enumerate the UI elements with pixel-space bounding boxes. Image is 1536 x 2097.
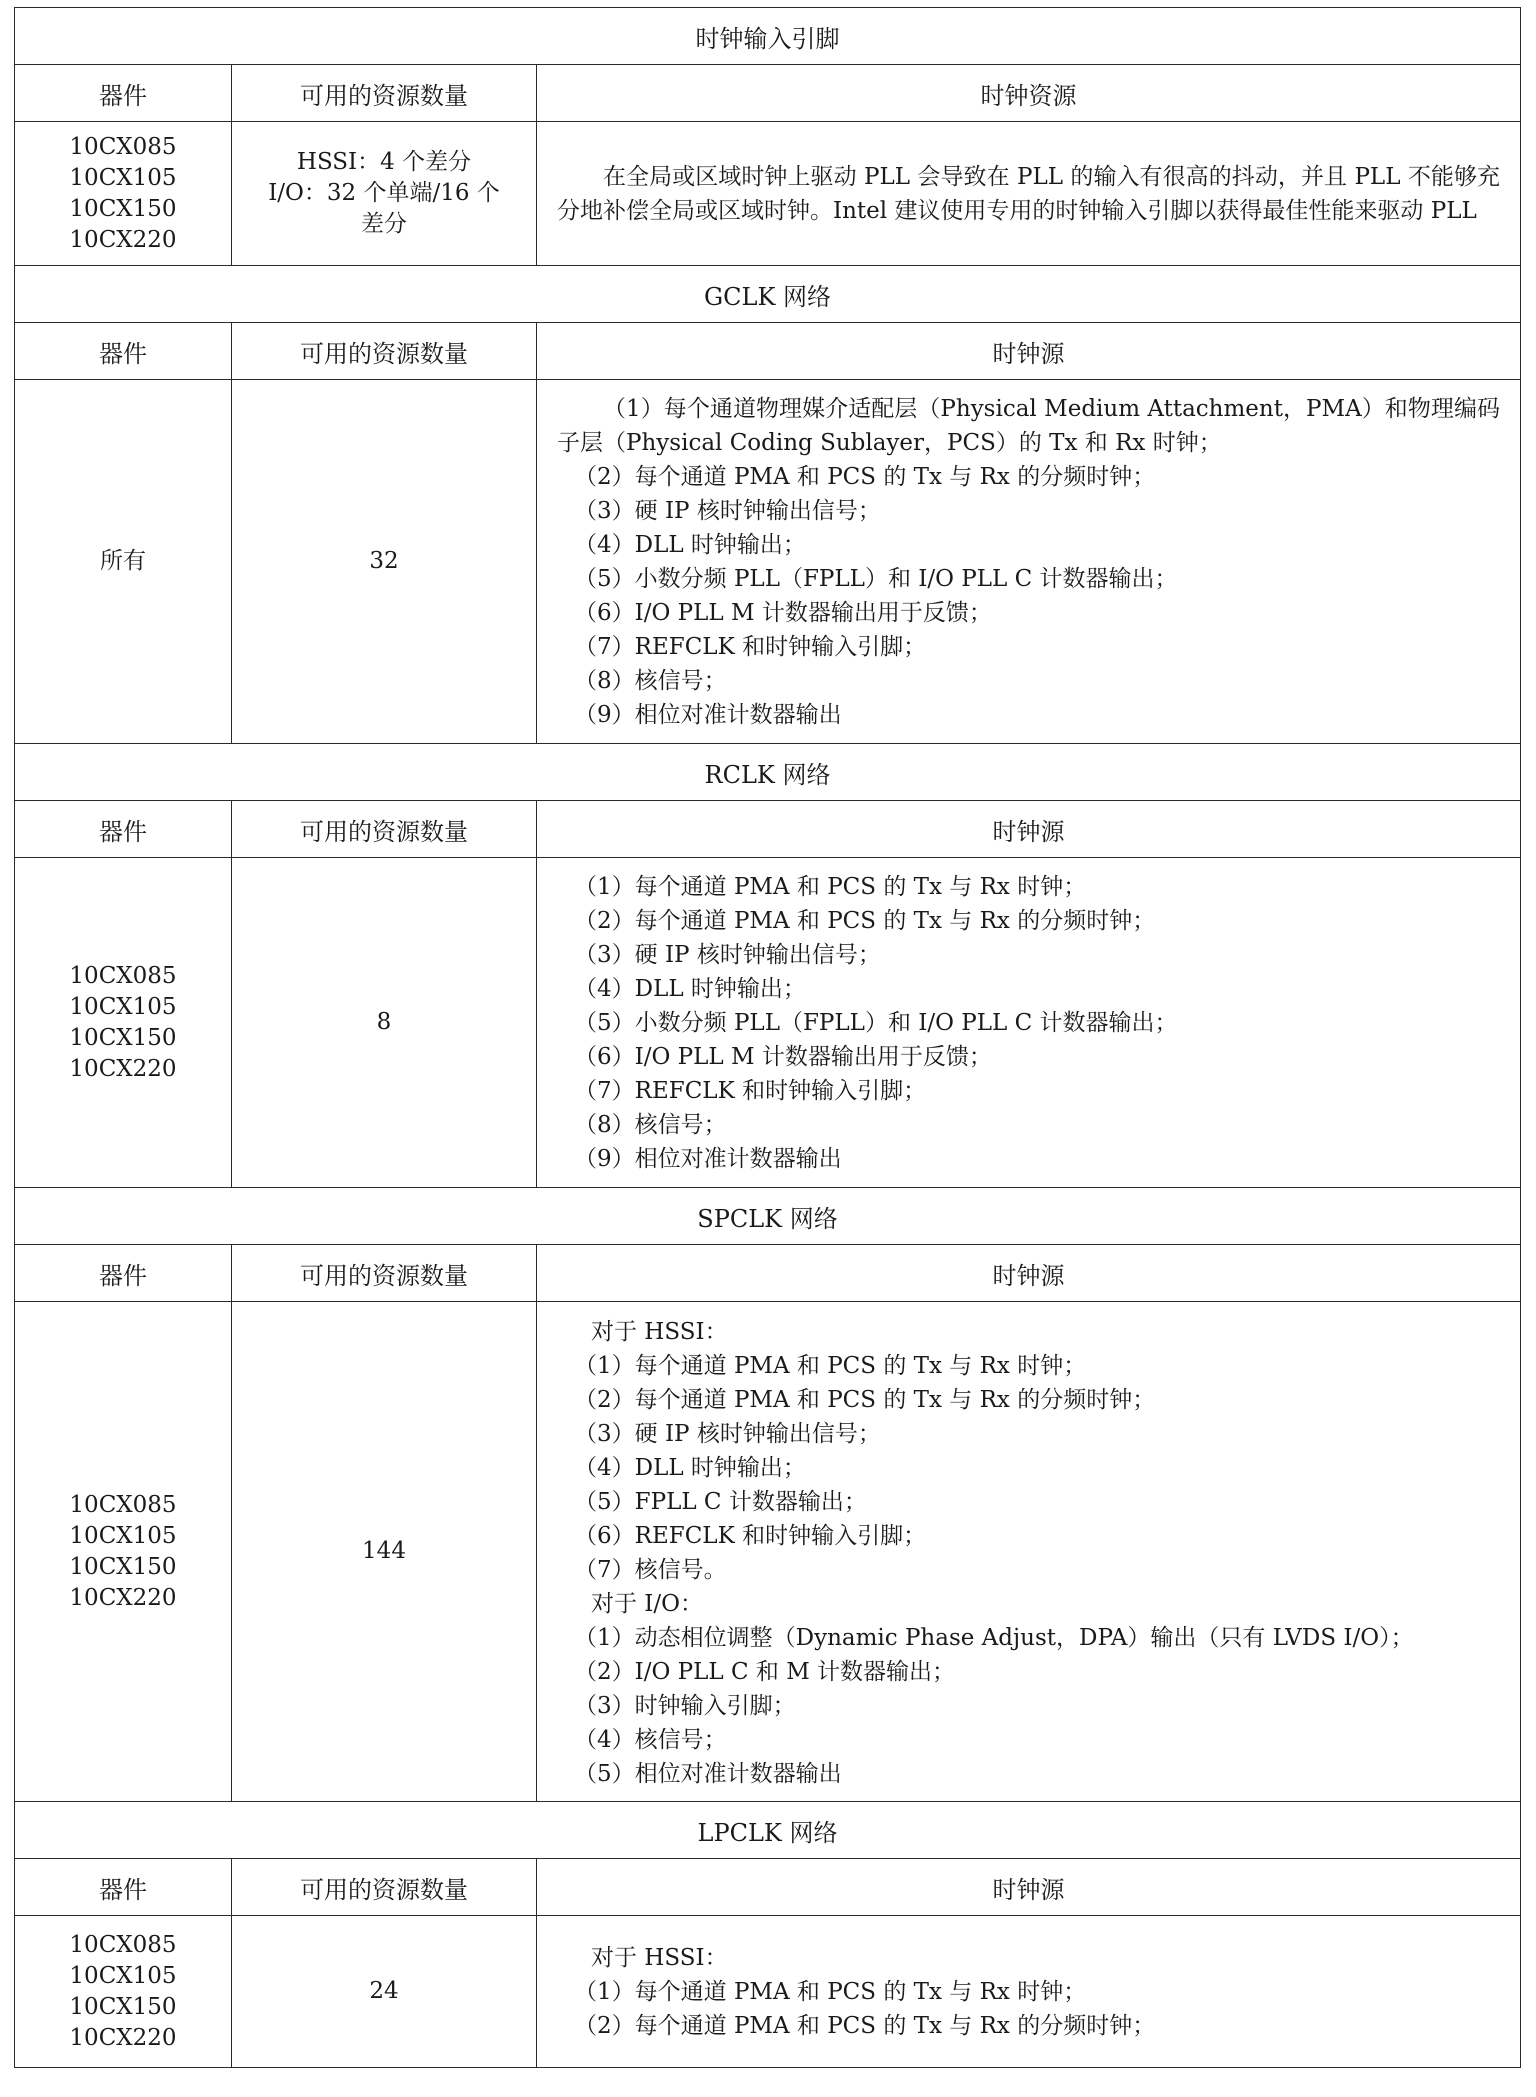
clock-source-line: （1）每个通道 PMA 和 PCS 的 Tx 与 Rx 时钟；: [574, 1978, 1087, 2005]
clock-source-line: （5）相位对准计数器输出: [574, 1760, 842, 1787]
device-name: 10CX220: [69, 1055, 177, 1082]
device-name: 10CX150: [69, 195, 177, 222]
header-count: 可用的资源数量: [232, 1859, 537, 1916]
header-count: 可用的资源数量: [232, 323, 537, 380]
header-source: 时钟源: [537, 1245, 1521, 1302]
clock-source-cell: [537, 380, 1521, 744]
header-device: 器件: [15, 1859, 232, 1916]
clock-source-line: （4）DLL 时钟输出；: [574, 1454, 806, 1481]
clock-source-cell: [537, 122, 1521, 266]
clock-source-heading: 对于 HSSI：: [591, 1318, 728, 1345]
device-name: 10CX105: [69, 1522, 177, 1549]
clock-source-line: （5）小数分频 PLL（FPLL）和 I/O PLL C 计数器输出；: [574, 1009, 1178, 1036]
clock-source-line: （3）硬 IP 核时钟输出信号；: [574, 1420, 881, 1447]
clock-source-line: （6）REFCLK 和时钟输入引脚；: [574, 1522, 927, 1549]
column-header-row: [15, 1245, 1521, 1302]
header-source: 时钟源: [537, 1859, 1521, 1916]
header-count: 可用的资源数量: [232, 1245, 537, 1302]
resource-count-cell: [232, 1916, 537, 2068]
clock-source-line: （2）每个通道 PMA 和 PCS 的 Tx 与 Rx 的分频时钟；: [574, 463, 1156, 490]
section-title-row: [15, 744, 1521, 801]
clock-source-line: （3）硬 IP 核时钟输出信号；: [574, 941, 881, 968]
resource-count-line: 8: [376, 1009, 392, 1035]
device-name: 所有: [100, 548, 146, 574]
section-title: LPCLK 网络: [15, 1802, 1521, 1859]
device-cell: [15, 122, 232, 266]
header-device: 器件: [15, 323, 232, 380]
section-title: GCLK 网络: [15, 266, 1521, 323]
clock-source-line: （4）DLL 时钟输出；: [574, 975, 806, 1002]
device-name: 10CX085: [69, 1931, 177, 1958]
clock-source-line: （2）I/O PLL C 和 M 计数器输出；: [574, 1658, 956, 1685]
clock-resources-table: [14, 7, 1521, 2068]
resource-count-line: 差分: [361, 211, 407, 237]
header-device: 器件: [15, 1245, 232, 1302]
clock-source-line: （2）每个通道 PMA 和 PCS 的 Tx 与 Rx 的分频时钟；: [574, 907, 1156, 934]
device-name: 10CX085: [69, 1491, 177, 1518]
device-name: 10CX220: [69, 2024, 177, 2051]
clock-source-line: （1）每个通道 PMA 和 PCS 的 Tx 与 Rx 时钟；: [574, 1352, 1087, 1379]
clock-source-line: （2）每个通道 PMA 和 PCS 的 Tx 与 Rx 的分频时钟；: [574, 2012, 1156, 2039]
clock-source-line: （6）I/O PLL M 计数器输出用于反馈；: [574, 1043, 992, 1070]
device-name: 10CX150: [69, 1993, 177, 2020]
clock-source-line: （5）小数分频 PLL（FPLL）和 I/O PLL C 计数器输出；: [574, 565, 1178, 592]
section-title: RCLK 网络: [15, 744, 1521, 801]
column-header-row: [15, 323, 1521, 380]
clock-source-line: （8）核信号；: [574, 667, 727, 694]
device-name: 10CX220: [69, 226, 177, 253]
clock-source-line: （2）每个通道 PMA 和 PCS 的 Tx 与 Rx 的分频时钟；: [574, 1386, 1156, 1413]
device-name: 10CX085: [69, 962, 177, 989]
table-body: [15, 8, 1521, 2068]
device-cell: [15, 858, 232, 1188]
table-row: [15, 1302, 1521, 1802]
clock-source-line: （4）DLL 时钟输出；: [574, 531, 806, 558]
clock-source-line: （9）相位对准计数器输出: [574, 701, 842, 728]
clock-source-cell: [537, 1302, 1521, 1802]
clock-source-line: （7）REFCLK 和时钟输入引脚；: [574, 633, 927, 660]
clock-source-line: （8）核信号；: [574, 1111, 727, 1138]
resource-count-line: I/O：32 个单端/16 个: [268, 180, 500, 206]
device-cell: [15, 1302, 232, 1802]
resource-count-line: 144: [362, 1538, 406, 1564]
device-name: 10CX150: [69, 1553, 177, 1580]
clock-source-line: （3）硬 IP 核时钟输出信号；: [574, 497, 881, 524]
device-cell: [15, 380, 232, 744]
column-header-row: [15, 65, 1521, 122]
header-device: 器件: [15, 65, 232, 122]
section-title-row: [15, 266, 1521, 323]
clock-source-line: （4）核信号；: [574, 1726, 727, 1753]
resource-count-line: 32: [369, 548, 399, 574]
header-source: 时钟源: [537, 323, 1521, 380]
column-header-row: [15, 1859, 1521, 1916]
device-name: 10CX105: [69, 1962, 177, 1989]
clock-source-line: （5）FPLL C 计数器输出；: [574, 1488, 867, 1515]
header-count: 可用的资源数量: [232, 65, 537, 122]
clock-source-heading: 对于 I/O：: [591, 1590, 704, 1617]
clock-source-line: （7）REFCLK 和时钟输入引脚；: [574, 1077, 927, 1104]
column-header-row: [15, 801, 1521, 858]
clock-source-heading: 对于 HSSI：: [591, 1944, 728, 1971]
device-name: 10CX220: [69, 1584, 177, 1611]
table-row: [15, 122, 1521, 266]
section-title-row: [15, 1188, 1521, 1245]
table-row: [15, 1916, 1521, 2068]
section-title-row: [15, 1802, 1521, 1859]
resource-count-cell: [232, 122, 537, 266]
clock-source-line: （1）动态相位调整（Dynamic Phase Adjust，DPA）输出（只有 LVDS I/O）；: [574, 1624, 1414, 1651]
section-title: SPCLK 网络: [15, 1188, 1521, 1245]
clock-source-cell: [537, 1916, 1521, 2068]
clock-source-line: （6）I/O PLL M 计数器输出用于反馈；: [574, 599, 992, 626]
device-name: 10CX105: [69, 993, 177, 1020]
header-count: 可用的资源数量: [232, 801, 537, 858]
header-device: 器件: [15, 801, 232, 858]
device-name: 10CX085: [69, 133, 177, 160]
resource-count-line: HSSI：4 个差分: [296, 149, 472, 175]
clock-source-line: （3）时钟输入引脚；: [574, 1692, 796, 1719]
header-source: 时钟资源: [537, 65, 1521, 122]
device-cell: [15, 1916, 232, 2068]
clock-source-cell: [537, 858, 1521, 1188]
resource-count-line: 24: [369, 1978, 399, 2004]
clock-source-paragraph: 在全局或区域时钟上驱动 PLL 会导致在 PLL 的输入有很高的抖动，并且 PLL 不能够充分地补偿全局或区域时钟。Intel 建议使用专用的时钟输入引脚以获得最佳性能来驱动 PLL: [557, 163, 1501, 224]
clock-source-line: （1）每个通道 PMA 和 PCS 的 Tx 与 Rx 时钟；: [574, 873, 1087, 900]
device-name: 10CX105: [69, 164, 177, 191]
clock-source-paragraph: （1）每个通道物理媒介适配层（Physical Medium Attachment，PMA）和物理编码子层（Physical Coding Sublayer，PCS）的 Tx 和 Rx 时钟；: [557, 395, 1501, 456]
clock-source-line: （9）相位对准计数器输出: [574, 1145, 842, 1172]
header-source: 时钟源: [537, 801, 1521, 858]
resource-count-cell: [232, 858, 537, 1188]
resource-count-cell: [232, 1302, 537, 1802]
resource-count-cell: [232, 380, 537, 744]
table-row: [15, 858, 1521, 1188]
section-title-row: [15, 8, 1521, 65]
device-name: 10CX150: [69, 1024, 177, 1051]
section-title: 时钟输入引脚: [15, 8, 1521, 65]
clock-source-line: （7）核信号。: [574, 1556, 727, 1583]
table-row: [15, 380, 1521, 744]
